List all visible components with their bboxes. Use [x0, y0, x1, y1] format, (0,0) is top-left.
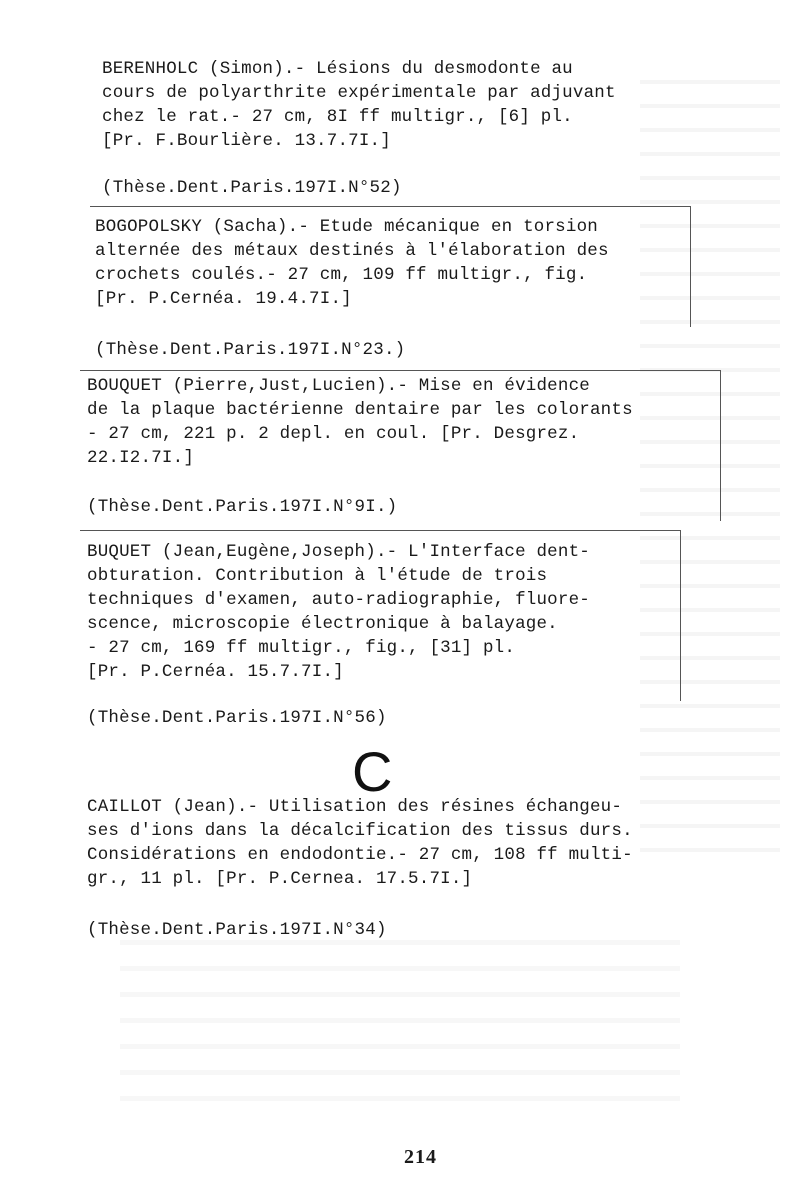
entry-line: 22.I2.7I.]: [87, 448, 195, 468]
entry-line: scence, microscopie électronique à balayage.: [87, 614, 558, 634]
entry-line: CAILLOT (Jean).- Utilisation des résines échangeu-: [87, 797, 623, 817]
these-reference: (Thèse.Dent.Paris.197I.N°9I.): [87, 497, 398, 517]
entry-line: - 27 cm, 169 ff multigr., fig., [31] pl.: [87, 638, 516, 658]
entry-line: BOGOPOLSKY (Sacha).- Etude mécanique en torsion: [95, 217, 598, 237]
entry-berenholc: [102, 57, 616, 153]
entry-line: techniques d'examen, auto-radiographie, fluore-: [87, 590, 590, 610]
entry-line: BOUQUET (Pierre,Just,Lucien).- Mise en évidence: [87, 376, 590, 396]
these-reference: (Thèse.Dent.Paris.197I.N°34): [87, 920, 387, 940]
section-letter: C: [352, 740, 393, 803]
entry-line: [Pr. F.Bourlière. 13.7.7I.]: [102, 131, 391, 151]
entry-caillot: [87, 795, 633, 891]
entry-bogopolsky: [95, 215, 609, 311]
entry-line: BERENHOLC (Simon).- Lésions du desmodonte au: [102, 59, 573, 79]
entry-line: crochets coulés.- 27 cm, 109 ff multigr., fig.: [95, 265, 588, 285]
entry-line: [Pr. P.Cernéa. 19.4.7I.]: [95, 289, 352, 309]
these-reference: (Thèse.Dent.Paris.197I.N°23.): [95, 340, 406, 360]
entry-line: chez le rat.- 27 cm, 8I ff multigr., [6] pl.: [102, 107, 573, 127]
entry-line: alternée des métaux destinés à l'élaboration des: [95, 241, 609, 261]
entry-line: gr., 11 pl. [Pr. P.Cernea. 17.5.7I.]: [87, 869, 473, 889]
entry-line: [Pr. P.Cernéa. 15.7.7I.]: [87, 662, 344, 682]
entry-bouquet: [87, 374, 633, 470]
page-number: 214: [404, 1146, 437, 1168]
entry-line: obturation. Contribution à l'étude de trois: [87, 566, 548, 586]
entry-line: ses d'ions dans la décalcification des tissus durs.: [87, 821, 633, 841]
these-reference: (Thèse.Dent.Paris.197I.N°56): [87, 708, 387, 728]
entry-line: Considérations en endodontie.- 27 cm, 108 ff multi-: [87, 845, 633, 865]
entry-line: - 27 cm, 221 p. 2 depl. en coul. [Pr. Desgrez.: [87, 424, 580, 444]
entry-line: BUQUET (Jean,Eugène,Joseph).- L'Interface dent-: [87, 542, 590, 562]
bleed-through-text-bottom: [120, 940, 680, 1120]
entry-buquet: [87, 540, 590, 684]
entry-line: de la plaque bactérienne dentaire par les colorants: [87, 400, 633, 420]
entry-line: cours de polyarthrite expérimentale par adjuvant: [102, 83, 616, 103]
these-reference: (Thèse.Dent.Paris.197I.N°52): [102, 178, 402, 198]
